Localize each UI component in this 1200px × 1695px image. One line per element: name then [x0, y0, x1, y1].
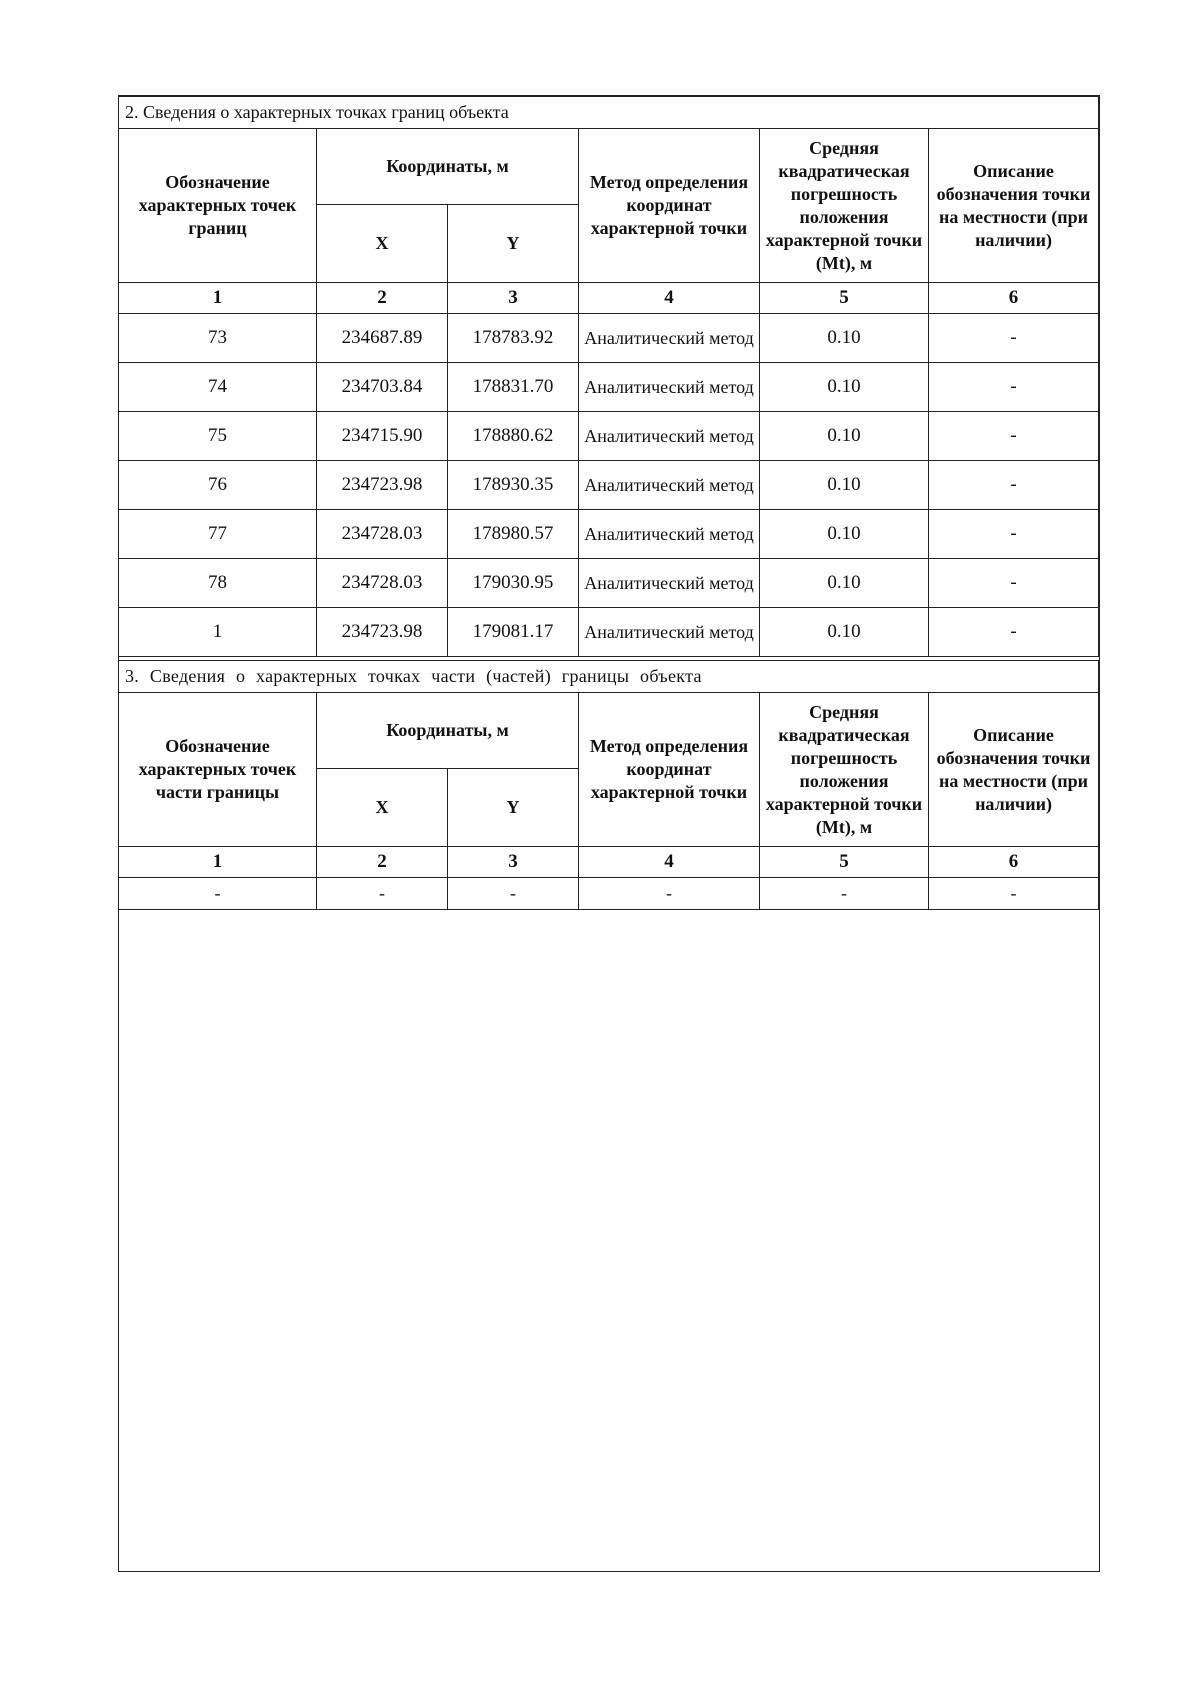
point-id: -	[119, 878, 317, 910]
method: Аналитический метод	[579, 314, 760, 363]
coord-x: 234715.90	[317, 412, 448, 461]
method: Аналитический метод	[579, 510, 760, 559]
coord-x: 234703.84	[317, 363, 448, 412]
description: -	[929, 461, 1099, 510]
col-number: 2	[317, 283, 448, 314]
table-row	[119, 461, 1099, 510]
description: -	[929, 510, 1099, 559]
table-row	[119, 878, 1099, 910]
header-coordinates: Координаты, м	[317, 693, 579, 769]
header-designation: Обозначение характерных точек части границы	[119, 693, 317, 847]
mt-error: 0.10	[760, 363, 929, 412]
coord-y: 178930.35	[448, 461, 579, 510]
table-row	[119, 559, 1099, 608]
boundary-points-table	[118, 96, 1099, 657]
point-id: 76	[119, 461, 317, 510]
description: -	[929, 412, 1099, 461]
coord-y: -	[448, 878, 579, 910]
table-row	[119, 412, 1099, 461]
method: -	[579, 878, 760, 910]
method: Аналитический метод	[579, 363, 760, 412]
description: -	[929, 363, 1099, 412]
mt-error: -	[760, 878, 929, 910]
col-number: 5	[760, 283, 929, 314]
col-number: 6	[929, 283, 1099, 314]
coord-y: 178831.70	[448, 363, 579, 412]
section-title: 3. Сведения о характерных точках части (частей) границы объекта	[119, 661, 1099, 693]
header-y: Y	[448, 769, 579, 847]
col-number: 4	[579, 847, 760, 878]
header-description: Описание обозначения точки на местности (при наличии)	[929, 129, 1099, 283]
header-description: Описание обозначения точки на местности (при наличии)	[929, 693, 1099, 847]
method: Аналитический метод	[579, 608, 760, 657]
section-title: 2. Сведения о характерных точках границ объекта	[119, 97, 1099, 129]
description: -	[929, 314, 1099, 363]
col-number: 4	[579, 283, 760, 314]
mt-error: 0.10	[760, 608, 929, 657]
coord-y: 179081.17	[448, 608, 579, 657]
header-error: Средняя квадратическая погрешность положения характерной точки (Mt), м	[760, 693, 929, 847]
description: -	[929, 878, 1099, 910]
header-method: Метод определения координат характерной точки	[579, 693, 760, 847]
mt-error: 0.10	[760, 412, 929, 461]
point-id: 77	[119, 510, 317, 559]
header-y: Y	[448, 205, 579, 283]
mt-error: 0.10	[760, 461, 929, 510]
header-method: Метод определения координат характерной точки	[579, 129, 760, 283]
method: Аналитический метод	[579, 461, 760, 510]
method: Аналитический метод	[579, 412, 760, 461]
coord-x: 234723.98	[317, 461, 448, 510]
point-id: 73	[119, 314, 317, 363]
coord-y: 178783.92	[448, 314, 579, 363]
header-designation: Обозначение характерных точек границ	[119, 129, 317, 283]
header-error: Средняя квадратическая погрешность положения характерной точки (Mt), м	[760, 129, 929, 283]
table-row	[119, 608, 1099, 657]
coord-y: 178880.62	[448, 412, 579, 461]
coord-x: -	[317, 878, 448, 910]
coord-y: 179030.95	[448, 559, 579, 608]
col-number: 3	[448, 847, 579, 878]
col-number: 5	[760, 847, 929, 878]
table-row	[119, 363, 1099, 412]
part-boundary-points-table	[118, 660, 1099, 910]
description: -	[929, 608, 1099, 657]
point-id: 78	[119, 559, 317, 608]
description: -	[929, 559, 1099, 608]
col-number: 6	[929, 847, 1099, 878]
col-number: 1	[119, 847, 317, 878]
header-coordinates: Координаты, м	[317, 129, 579, 205]
coord-x: 234687.89	[317, 314, 448, 363]
mt-error: 0.10	[760, 510, 929, 559]
header-x: X	[317, 205, 448, 283]
coord-x: 234728.03	[317, 559, 448, 608]
method: Аналитический метод	[579, 559, 760, 608]
mt-error: 0.10	[760, 314, 929, 363]
coord-x: 234728.03	[317, 510, 448, 559]
col-number: 3	[448, 283, 579, 314]
coord-x: 234723.98	[317, 608, 448, 657]
col-number: 2	[317, 847, 448, 878]
table-row	[119, 314, 1099, 363]
table-row	[119, 510, 1099, 559]
mt-error: 0.10	[760, 559, 929, 608]
coord-y: 178980.57	[448, 510, 579, 559]
point-id: 75	[119, 412, 317, 461]
point-id: 74	[119, 363, 317, 412]
header-x: X	[317, 769, 448, 847]
col-number: 1	[119, 283, 317, 314]
point-id: 1	[119, 608, 317, 657]
